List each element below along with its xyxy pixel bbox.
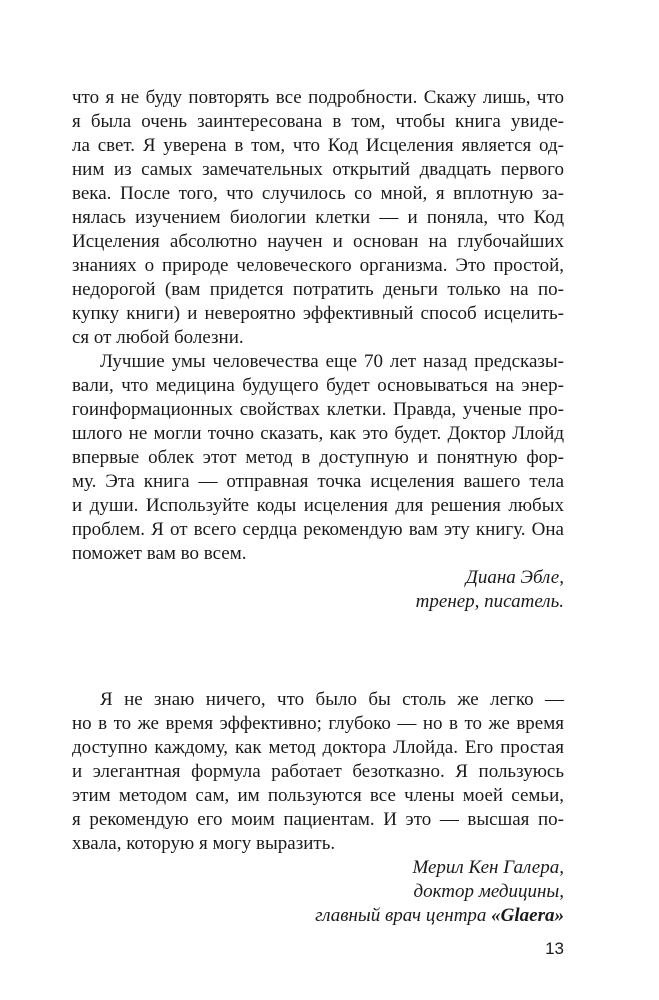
- page-number: 13: [545, 939, 564, 958]
- text-line: шлого не могли точно сказать, как это будет. Доктор Ллойд: [72, 423, 564, 444]
- text-line: вали, что медицина будущего будет основываться на энер-: [72, 375, 564, 396]
- center-name: «Glaera»: [491, 905, 564, 926]
- signature-position-prefix: главный врач центра: [315, 905, 492, 926]
- signature-name: Диана Эбле,: [465, 567, 564, 588]
- text-line: доступно каждому, как метод доктора Ллойда. Его простая: [72, 737, 564, 758]
- text-line: ся от любой болезни.: [72, 327, 244, 348]
- text-line: но в то же время эффективно; глубоко — но в то же время: [72, 713, 564, 734]
- text-line: этим методом сам, им пользуются все члены моей семьи,: [72, 785, 564, 806]
- text-line: знаниях о природе человеческого организма. Это простой,: [72, 255, 564, 276]
- text-line: я рекомендую его моим пациентам. И это — высшая по-: [72, 809, 564, 830]
- text-line: века. После того, что случилось со мной, я вплотную за-: [72, 183, 564, 204]
- text-line: ла свет. Я уверена в том, что Код Исцеления является од-: [72, 135, 564, 156]
- text-line: нялась изучением биологии клетки — и поняла, что Код: [72, 207, 564, 228]
- text-line: му. Эта книга — отправная точка исцеления вашего тела: [72, 471, 564, 492]
- signature-role: доктор медицины,: [413, 881, 564, 902]
- text-line: проблем. Я от всего сердца рекомендую вам эту книгу. Она: [72, 519, 564, 540]
- text-line: Лучшие умы человечества еще 70 лет назад предсказы-: [100, 351, 564, 372]
- signature-role: тренер, писатель.: [415, 591, 564, 612]
- text-line: впервые облек этот метод в доступную и понятную фор-: [72, 447, 564, 468]
- text-line: Я не знаю ничего, что было бы столь же легко —: [100, 689, 564, 710]
- text-line: хвала, которую я могу выразить.: [72, 833, 336, 854]
- text-line: что я не буду повторять все подробности. Скажу лишь, что: [72, 87, 564, 108]
- text-line: недорогой (вам придется потратить деньги только на по-: [72, 279, 564, 300]
- signature-name: Мерил Кен Галера,: [412, 857, 564, 878]
- text-line: поможет вам во всем.: [72, 543, 247, 564]
- text-line: я была очень заинтересована в том, чтобы книга увиде-: [72, 111, 564, 132]
- text-line: и души. Используйте коды исцеления для решения любых: [72, 495, 564, 516]
- text-line: гоинформационных свойствах клетки. Правда, ученые про-: [72, 399, 564, 420]
- text-line: Исцеления абсолютно научен и основан на глубочайших: [72, 231, 564, 252]
- signature-position: [315, 904, 564, 928]
- text-line: купку книги) и невероятно эффективный способ исцелить-: [72, 303, 564, 324]
- text-line: ним из самых замечательных открытий двадцать первого: [72, 159, 564, 180]
- text-line: и элегантная формула работает безотказно. Я пользуюсь: [72, 761, 564, 782]
